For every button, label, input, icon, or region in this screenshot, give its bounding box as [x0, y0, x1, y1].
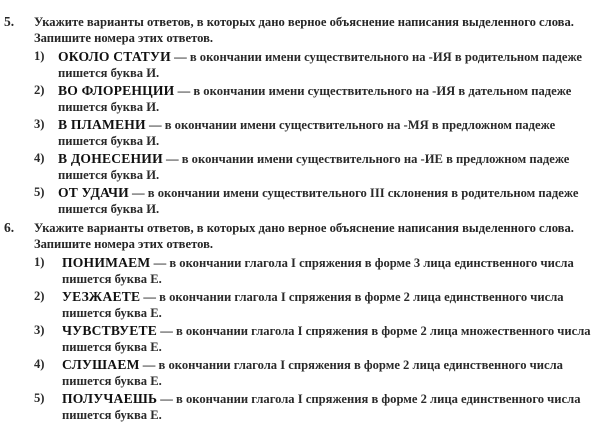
option-number: 5) [34, 185, 45, 199]
option-word: В ДОНЕСЕНИИ [58, 151, 163, 166]
option-explanation: — в окончании глагола I спряжения в форме 2 лица множественного числа пишется буква Е. [62, 324, 591, 354]
option-word: В ПЛАМЕНИ [58, 117, 146, 132]
option-word: ВО ФЛОРЕНЦИИ [58, 83, 175, 98]
option-explanation: — в окончании глагола I спряжения в форме 2 лица единственного числа пишется буква Е. [62, 290, 564, 320]
option-number: 1) [34, 255, 45, 269]
task-5-option-5 [34, 185, 601, 217]
option-word: УЕЗЖАЕТЕ [62, 289, 141, 304]
task-6-option-4 [34, 357, 601, 389]
task-6-option-2 [34, 289, 601, 321]
task-5-options [34, 49, 601, 217]
option-explanation: — в окончании глагола I спряжения в форме 2 лица единственного числа пишется буква Е. [62, 358, 563, 388]
option-number: 5) [34, 391, 45, 405]
option-word: СЛУШАЕМ [62, 357, 140, 372]
task-5-option-2 [34, 83, 601, 115]
task-5-option-4 [34, 151, 601, 183]
task-6-options [34, 255, 601, 423]
option-number: 4) [34, 357, 45, 371]
task-5-question [4, 14, 601, 46]
task-6-question-text: Укажите варианты ответов, в которых дано верное объяснение написания выделенного слова. Запишите номера этих ответов. [34, 221, 574, 251]
option-explanation: — в окончании имени существительного на -ИЕ в предложном падеже пишется буква И. [58, 152, 570, 182]
task-6-number: 6. [4, 220, 15, 235]
task-6 [4, 220, 601, 423]
option-number: 3) [34, 323, 45, 337]
task-5-option-3 [34, 117, 601, 149]
task-5 [4, 14, 601, 217]
task-6-option-5 [34, 391, 601, 423]
option-word: ЧУВСТВУЕТЕ [62, 323, 158, 338]
option-explanation: — в окончании имени существительного на -МЯ в предложном падеже пишется буква И. [58, 118, 556, 148]
task-5-option-1 [34, 49, 601, 81]
option-number: 4) [34, 151, 45, 165]
task-5-question-text: Укажите варианты ответов, в которых дано верное объяснение написания выделенного слова. Запишите номера этих ответов. [34, 15, 574, 45]
task-6-option-1 [34, 255, 601, 287]
option-number: 2) [34, 83, 45, 97]
option-explanation: — в окончании глагола I спряжения в форме 3 лица единственного числа пишется буква Е. [62, 256, 574, 286]
option-explanation: — в окончании имени существительного на -ИЯ в родительном падеже пишется буква И. [58, 50, 583, 80]
option-word: ПОНИМАЕМ [62, 255, 151, 270]
option-explanation: — в окончании имени существительного III склонения в родительном падеже пишется буква И. [58, 186, 579, 216]
option-word: ОКОЛО СТАТУИ [58, 49, 171, 64]
option-word: ОТ УДАЧИ [58, 185, 129, 200]
option-explanation: — в окончании глагола I спряжения в форме 2 лица единственного числа пишется буква Е. [62, 392, 581, 422]
option-explanation: — в окончании имени существительного на -ИЯ в дательном падеже пишется буква И. [58, 84, 572, 114]
task-5-number: 5. [4, 14, 15, 29]
option-word: ПОЛУЧАЕШЬ [62, 391, 158, 406]
option-number: 3) [34, 117, 45, 131]
task-6-question [4, 220, 601, 252]
option-number: 1) [34, 49, 45, 63]
task-6-option-3 [34, 323, 601, 355]
option-number: 2) [34, 289, 45, 303]
